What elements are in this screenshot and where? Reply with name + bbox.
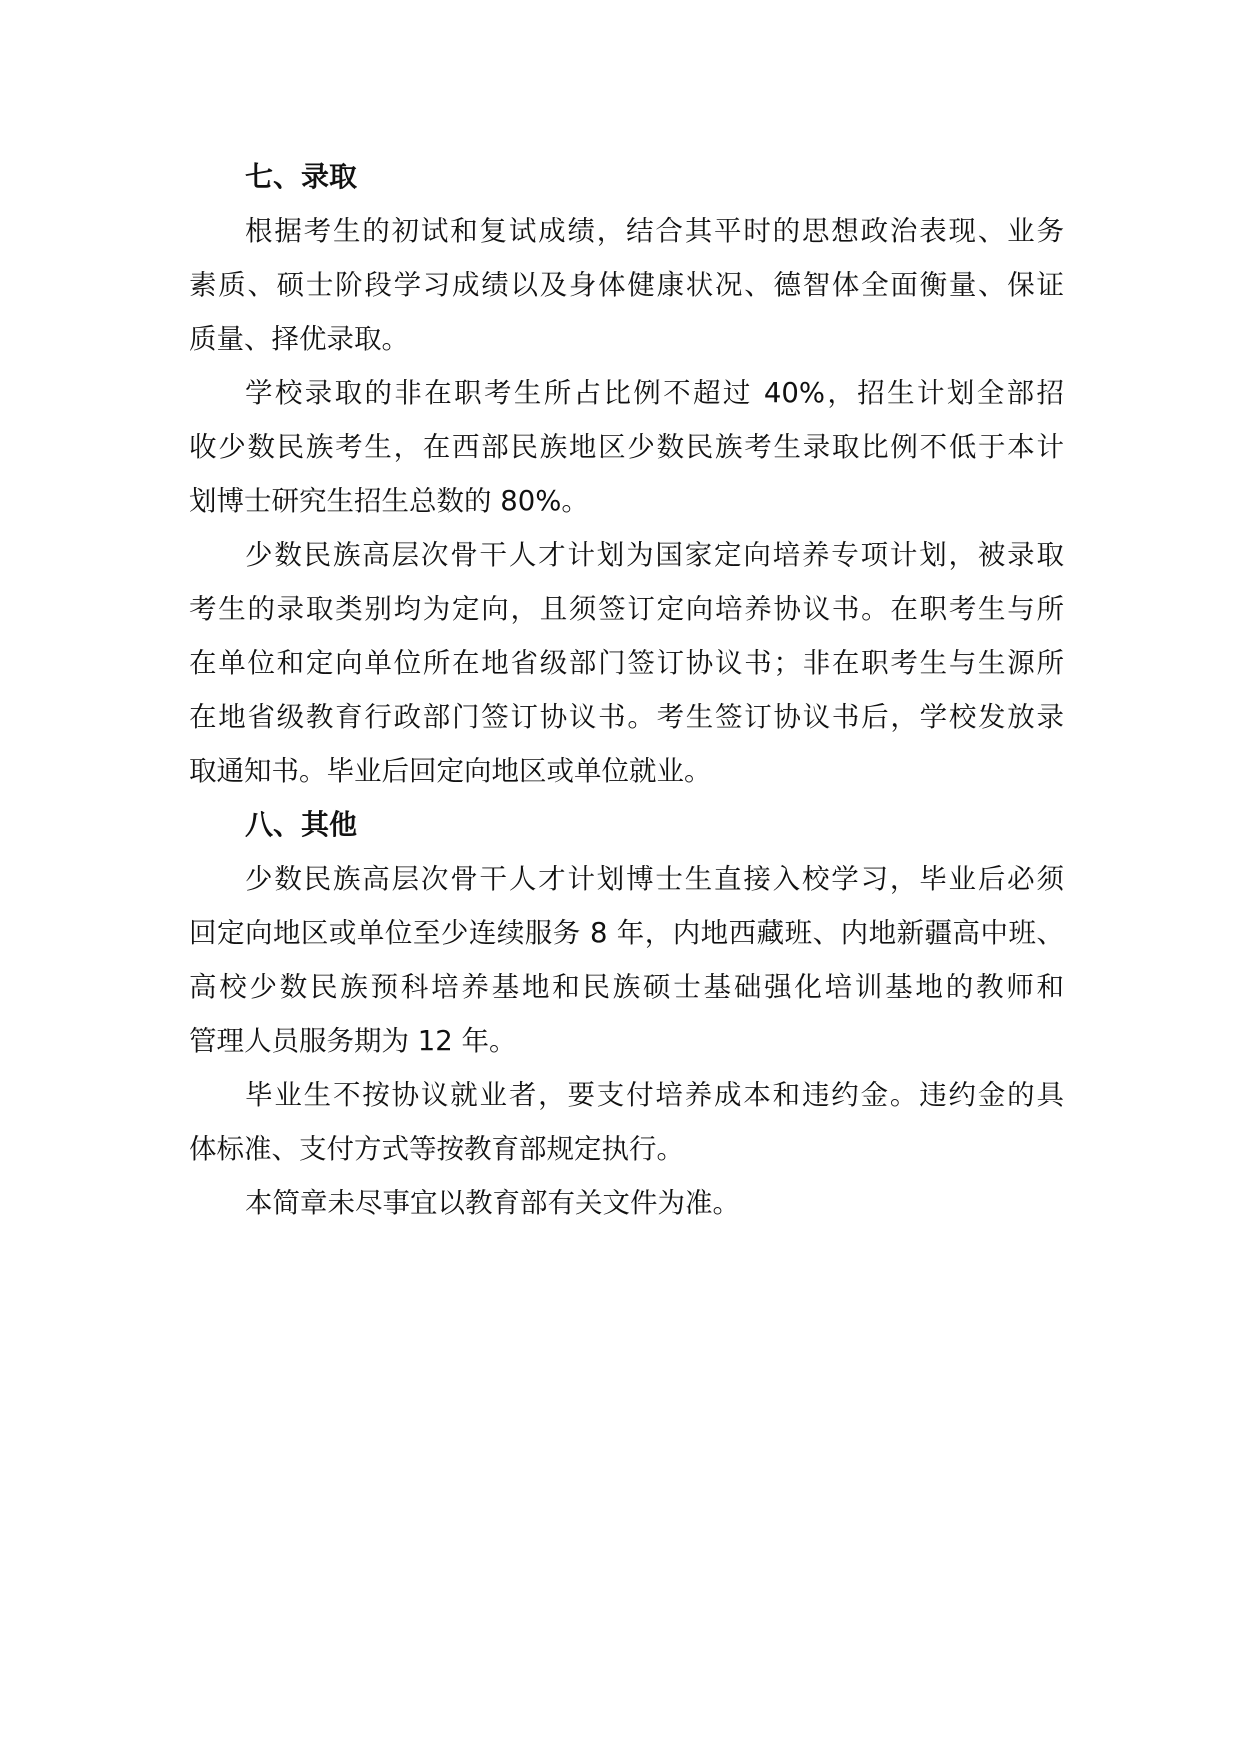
paragraph-closing-note bbox=[189, 1176, 1064, 1230]
paragraph-line: 取通知书。毕业后回定向地区或单位就业。 bbox=[189, 755, 712, 787]
paragraph-line: 质量、择优录取。 bbox=[189, 323, 409, 355]
paragraph-line: 高校少数民族预科培养基地和民族硕士基础强化培训基地的教师和 bbox=[189, 971, 1064, 1003]
paragraph-line: 素质、硕士阶段学习成绩以及身体健康状况、德智体全面衡量、保证 bbox=[189, 269, 1064, 301]
paragraph-directed-training bbox=[189, 528, 1064, 798]
document-body bbox=[189, 150, 1064, 1230]
paragraph-line: 毕业生不按协议就业者，要支付培养成本和违约金。违约金的具 bbox=[245, 1079, 1064, 1111]
paragraph-breach-penalty bbox=[189, 1068, 1064, 1176]
paragraph-line: 考生的录取类别均为定向，且须签订定向培养协议书。在职考生与所 bbox=[189, 593, 1064, 625]
paragraph-line: 管理人员服务期为 12 年。 bbox=[189, 1025, 517, 1057]
paragraph-line: 划博士研究生招生总数的 80%。 bbox=[189, 485, 589, 517]
paragraph-admission-criteria bbox=[189, 204, 1064, 366]
paragraph-line: 在单位和定向单位所在地省级部门签订协议书；非在职考生与生源所 bbox=[189, 647, 1064, 679]
paragraph-line: 本简章未尽事宜以教育部有关文件为准。 bbox=[245, 1187, 740, 1219]
paragraph-line: 收少数民族考生，在西部民族地区少数民族考生录取比例不低于本计 bbox=[189, 431, 1064, 463]
paragraph-line: 在地省级教育行政部门签订协议书。考生签订协议书后，学校发放录 bbox=[189, 701, 1064, 733]
section-heading-other: 八、其他 bbox=[245, 808, 358, 841]
paragraph-line: 体标准、支付方式等按教育部规定执行。 bbox=[189, 1133, 684, 1165]
paragraph-line: 少数民族高层次骨干人才计划博士生直接入校学习，毕业后必须 bbox=[245, 863, 1064, 895]
paragraph-admission-ratio bbox=[189, 366, 1064, 528]
paragraph-line: 学校录取的非在职考生所占比例不超过 40%，招生计划全部招 bbox=[245, 377, 1064, 409]
paragraph-line: 根据考生的初试和复试成绩，结合其平时的思想政治表现、业务 bbox=[245, 215, 1064, 247]
paragraph-service-period bbox=[189, 852, 1064, 1068]
section-heading-admission: 七、录取 bbox=[245, 160, 358, 193]
paragraph-line: 少数民族高层次骨干人才计划为国家定向培养专项计划，被录取 bbox=[245, 539, 1064, 571]
paragraph-line: 回定向地区或单位至少连续服务 8 年，内地西藏班、内地新疆高中班、 bbox=[189, 917, 1064, 949]
